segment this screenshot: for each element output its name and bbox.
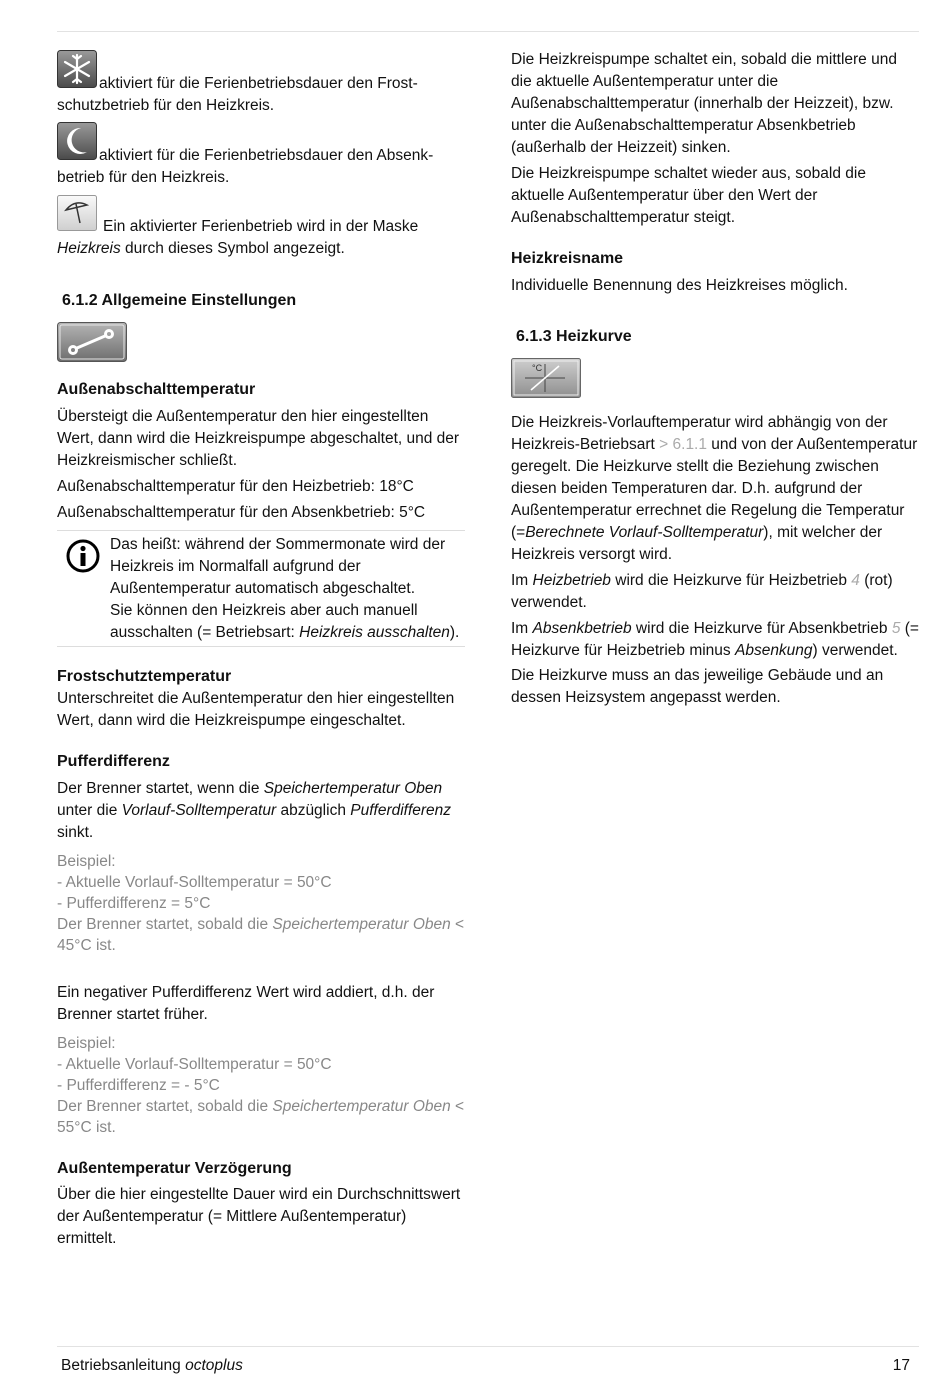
right-column (511, 48, 921, 709)
footer-title (61, 1355, 243, 1377)
puffer-text-em2: Vorlauf-Solltemperatur (121, 802, 277, 819)
aussenabschalt-absenk: Außenabschalttemperatur für den Absenkbetrieb: 5°C (57, 504, 426, 521)
heizkurve-text-3 (511, 618, 921, 662)
frost-line2: schutzbetrieb für den Heizkreis. (57, 97, 275, 114)
example-2-line4 (57, 1096, 465, 1138)
umbrella-paragraph (57, 195, 465, 260)
footer-text: Betriebsanleitung (61, 1357, 186, 1374)
header-rule (57, 31, 919, 32)
verzoegerung-text: Über die hier eingestellte Dauer wird ein Durchschnittswert der Außentemperatur (= Mittlere Außentemperatur) ermittelt. (57, 1186, 461, 1247)
example-2-line2: - Aktuelle Vorlauf-Solltemperatur = 50°C (57, 1056, 332, 1073)
footer-rule (57, 1346, 919, 1347)
heizkreisname-heading: Heizkreisname (511, 250, 624, 267)
umbrella-line2-em: Heizkreis (57, 240, 121, 257)
puffer-text-em1: Speichertemperatur Oben (263, 780, 443, 797)
umbrella-line2-rest: durch dieses Symbol angezeigt. (120, 240, 345, 257)
example-1-line4-em: Speichertemperatur Oben (272, 916, 451, 933)
note-text-2-em: Heizkreis ausschalten (299, 624, 450, 641)
curve-p3-num: 5 (891, 620, 901, 637)
page-number: 17 (892, 1357, 910, 1374)
curve-p2a: Im (511, 572, 533, 589)
example-2-line4-em: Speichertemperatur Oben (272, 1098, 451, 1115)
note-text-2a: Sie können den Heizkreis aber auch manuell ausschalten (= Betriebsart: (110, 602, 418, 641)
puffer-text-em3: Pufferdifferenz (350, 802, 452, 819)
section-6-1-2-heading: 6.1.2 Allgemeine Einstellungen (62, 292, 297, 309)
heizkurve-text-1 (511, 412, 921, 566)
heizkreisname-text: Individuelle Benennung des Heizkreises möglich. (511, 277, 848, 294)
frost-paragraph (57, 50, 465, 117)
footer-product: octoplus (185, 1357, 243, 1374)
pump-on-text: Die Heizkreispumpe schaltet ein, sobald die mittlere und die aktuelle Außentemperatur unter die Außenabschalttemperatur (innerhalb der Heizzeit), bzw. unter die Außenabschalttemperatur Absenkbetrieb (außerhalb der Heizzeit) sinken. (511, 51, 897, 156)
example-2-line4b: < 55°C ist. (57, 1098, 465, 1136)
curve-p2c: (rot) verwendet. (511, 572, 893, 611)
moon-line1: aktiviert für die Ferienbetriebsdauer den Absenk- (99, 147, 434, 164)
moon-paragraph (57, 122, 465, 189)
example-1-line4a: Der Brenner startet, sobald die (57, 916, 273, 933)
curve-p3-em: Absenkbetrieb (532, 620, 632, 637)
frost-line1: aktiviert für die Ferienbetriebsdauer den Frost- (99, 75, 418, 92)
curve-p1b: und von der Außentemperatur geregelt. Die Heizkurve stellt die Beziehung zwischen diesen beiden Temperaturen dar. D.h. aufgrund der Außentemperatur errechnet die Regelung die Temperatur (= (511, 436, 918, 541)
left-column (57, 48, 465, 1250)
curve-p3a: Im (511, 620, 533, 637)
heizkurve-text-2 (511, 570, 921, 614)
info-icon (57, 532, 110, 644)
moon-icon (57, 122, 97, 167)
curve-p3b: wird die Heizkurve für Absenkbetrieb (631, 620, 892, 637)
negative-puffer-text: Ein negativer Pufferdifferenz Wert wird addiert, d.h. der Brenner startet früher. (57, 984, 435, 1023)
curve-icon-unit: °C (532, 363, 543, 373)
note-text-1: Das heißt: während der Sommermonate wird der Heizkreis im Normalfall aufgrund der Außentemperatur automatisch abgeschaltet. (110, 536, 446, 597)
curve-p2-em: Heizbetrieb (532, 572, 611, 589)
snowflake-icon (57, 50, 97, 95)
moon-line2: betrieb für den Heizkreis. (57, 169, 230, 186)
example-2-line3: - Pufferdifferenz = - 5°C (57, 1077, 220, 1094)
umbrella-line1: Ein aktivierter Ferienbetrieb wird in der Maske (103, 218, 419, 235)
example-2-line4a: Der Brenner startet, sobald die (57, 1098, 273, 1115)
curve-p1c: ), mit welcher der Heizkreis versorgt wird. (511, 524, 883, 563)
beach-umbrella-icon (57, 195, 97, 238)
verzoegerung-heading: Außentemperatur Verzögerung (57, 1160, 292, 1177)
curve-p1-em: Berechnete Vorlauf-Solltemperatur (525, 524, 764, 541)
puffer-heading: Pufferdifferenz (57, 753, 170, 770)
section-6-1-3-heading: 6.1.3 Heizkurve (516, 328, 632, 345)
heizkurve-button[interactable] (511, 358, 581, 398)
wrench-settings-button[interactable] (57, 322, 127, 362)
info-note (57, 530, 465, 647)
section-ref-link[interactable]: > 6.1.1 (659, 436, 707, 453)
example-1-line3: - Pufferdifferenz = 5°C (57, 895, 211, 912)
example-1-line1: Beispiel: (57, 853, 116, 870)
curve-p3-em2: Absenkung (734, 642, 813, 659)
puffer-text-c: abzüglich (276, 802, 351, 819)
wrench-icon (57, 322, 127, 362)
puffer-text-d: sinkt. (57, 824, 94, 841)
aussenabschalt-heiz: Außenabschalttemperatur für den Heizbetrieb: 18°C (57, 478, 414, 495)
note-text-2b: ). (449, 624, 460, 641)
note-text-2 (110, 600, 465, 644)
curve-p2b: wird die Heizkurve für Heizbetrieb (610, 572, 852, 589)
puffer-text-b: unter die (57, 802, 122, 819)
example-1 (57, 851, 465, 956)
puffer-text (57, 778, 465, 844)
frost-temp-heading: Frostschutztemperatur (57, 668, 232, 685)
frost-temp-text: Unterschreitet die Außentemperatur den hier eingestellten Wert, dann wird die Heizkreispumpe eingeschaltet. (57, 690, 455, 729)
example-1-line2: - Aktuelle Vorlauf-Solltemperatur = 50°C (57, 874, 332, 891)
aussenabschalt-text: Übersteigt die Außentemperatur den hier eingestellten Wert, dann wird die Heizkreispumpe abgeschaltet, und der Heizkreismischer schließt. (57, 408, 460, 469)
example-2-line1: Beispiel: (57, 1035, 116, 1052)
curve-p1a: Die Heizkreis-Vorlauftemperatur wird abhängig von der Heizkreis-Betriebsart (511, 414, 888, 453)
curve-p3d: ) verwendet. (812, 642, 898, 659)
puffer-text-a: Der Brenner startet, wenn die (57, 780, 264, 797)
example-1-line4 (57, 914, 465, 956)
example-2 (57, 1033, 465, 1138)
heizkurve-text-4: Die Heizkurve muss an das jeweilige Gebäude und an dessen Heizsystem angepasst werden. (511, 667, 884, 706)
curve-p3c: (= Heizkurve für Heizbetrieb minus (511, 620, 919, 659)
pump-off-text: Die Heizkreispumpe schaltet wieder aus, sobald die aktuelle Außentemperatur über den Wert der Außenabschalttemperatur steigt. (511, 165, 866, 226)
curve-p2-num: 4 (851, 572, 860, 589)
example-1-line4b: < 45°C ist. (57, 916, 465, 954)
aussenabschalt-heading: Außenabschalttemperatur (57, 381, 256, 398)
heating-curve-icon (511, 358, 581, 398)
